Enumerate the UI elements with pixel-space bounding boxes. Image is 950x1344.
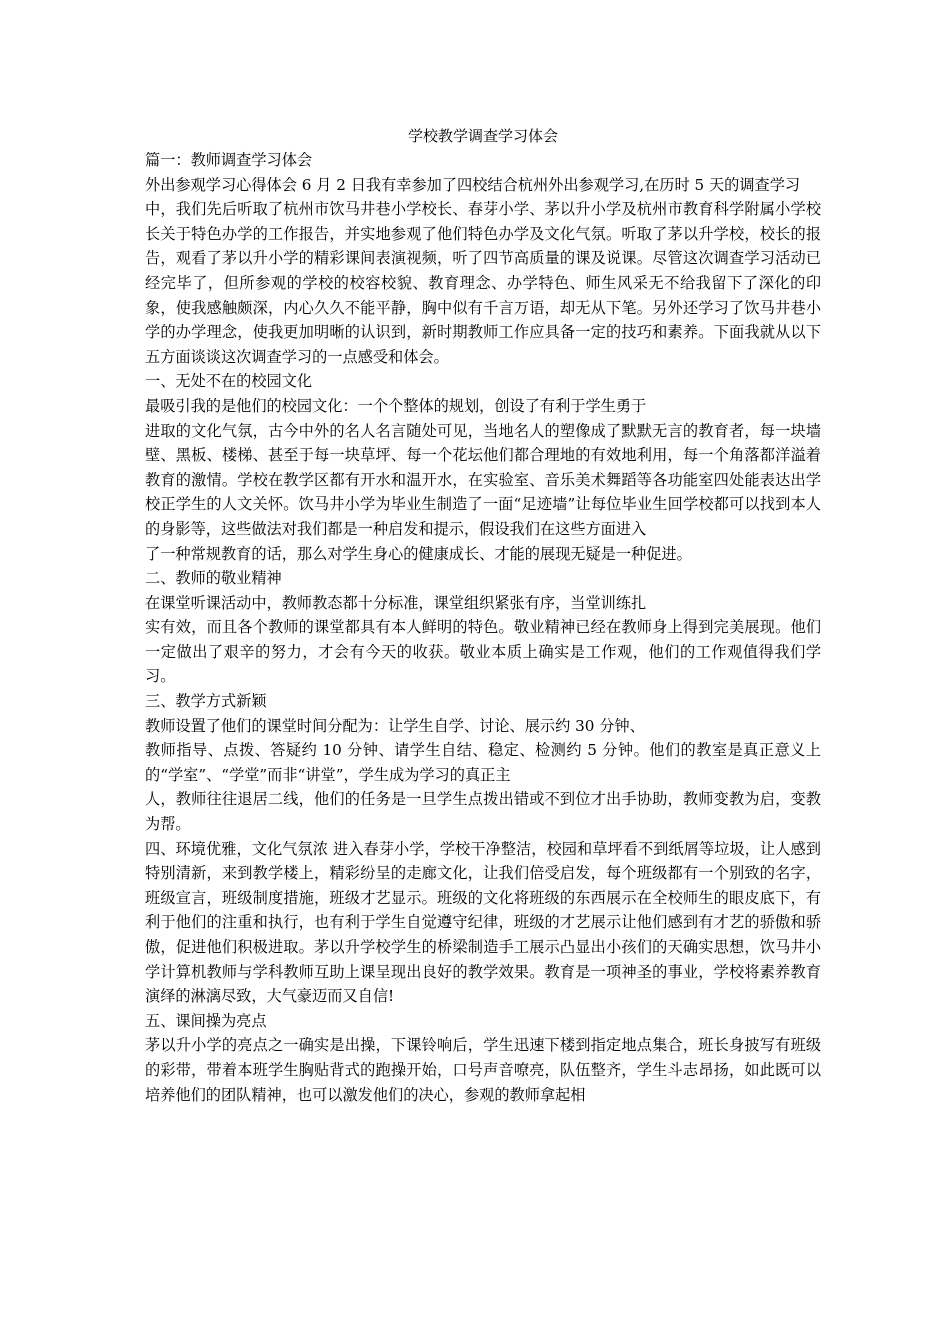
- body-paragraph: 人，教师往往退居二线，他们的任务是一旦学生点拨出错或不到位才出手协助，教师变教为启，变教为帮。: [145, 790, 821, 834]
- document-title: 学校教学调查学习体会: [407, 127, 558, 145]
- body-paragraph: 在课堂听课活动中，教师教态都十分标准，课堂组织紧张有序，当堂训练扎: [145, 593, 647, 612]
- section-heading-4-paragraph: 四、环境优雅，文化气氛浓 进入春芽小学，学校干净整洁，校园和草坪看不到纸屑等垃圾，让人感到特别清新，来到教学楼上，精彩纷呈的走廊文化，让我们倍受启发，每个班级都有一个别致的名字，班级宣言，班级制度措施，班级才艺显示。班级的文化将班级的东西展示在全校师生的眼皮底下，有利于他们的注重和执行，也有利于学生自觉遵守纪律，班级的才艺展示让他们感到有才艺的骄傲和骄傲，促进他们积极进取。茅以升学校学生的桥梁制造手工展示凸显出小孩们的天确实思想，饮马井小学计算机教师与学科教师互助上课呈现出良好的教学效果。教育是一项神圣的事业，学校将素养教育演绎的淋漓尽致，大气豪迈而又自信!: [145, 839, 821, 1006]
- section-heading-1: 一、无处不在的校园文化: [145, 372, 313, 391]
- body-paragraph: 教师设置了他们的课堂时间分配为：让学生自学、讨论、展示约 30 分钟、: [145, 716, 645, 735]
- body-paragraph: 进取的文化气氛，古今中外的名人名言随处可见，当地名人的塑像成了默默无言的教育者，每一块墙壁、黑板、楼梯、甚至于每一块草坪、每一个花坛他们都合理地的有效地利用，每一个角落都洋溢着教育的激情。学校在教学区都有开水和温开水，在实验室、音乐美术舞蹈等各功能室四处能表达出学校正学生的人文关怀。饮马井小学为毕业生制造了一面“足迹墙”让每位毕业生回学校都可以找到本人的身影等，这些做法对我们都是一种启发和提示，假设我们在这些方面进入: [145, 421, 821, 538]
- body-paragraph: 了一种常规教育的话，那么对学生身心的健康成长、才能的展现无疑是一种促进。: [145, 544, 692, 563]
- heading-part-one: 篇一：教师调查学习体会: [145, 151, 313, 169]
- section-heading-2: 二、教师的敬业精神: [145, 569, 282, 588]
- body-paragraph: 教师指导、点拨、答疑约 10 分钟、请学生自结、稳定、检测约 5 分钟。他们的教室是真正意义上的“学室”、“学堂”而非“讲堂”，学生成为学习的真正主: [145, 741, 821, 784]
- body-paragraph: 中，我们先后听取了杭州市饮马井巷小学校长、春芽小学、茅以升小学及杭州市教育科学附属小学校长关于特色办学的工作报告，并实地参观了他们特色办学及文化气氛。听取了茅以升学校，校长的报告，观看了茅以升小学的精彩课间表演视频，听了四节高质量的课及说课。尽管这次调查学习活动已经完毕了，但所参观的学校的校容校貌、教育理念、办学特色、师生风采无不给我留下了深化的印象，使我感触颇深，内心久久不能平静，胸中似有千言万语，却无从下笔。另外还学习了饮马井巷小学的办学理念，使我更加明晰的认识到，新时期教师工作应具备一定的技巧和素养。下面我就从以下五方面谈谈这次调查学习的一点感受和体会。: [145, 200, 821, 366]
- body-paragraph: 最吸引我的是他们的校园文化：一个个整体的规划，创设了有利于学生勇于: [145, 396, 647, 415]
- section-heading-5: 五、课间操为亮点: [145, 1011, 267, 1030]
- document-page: [145, 124, 821, 1107]
- section-heading-3: 三、教学方式新颖: [145, 692, 267, 711]
- body-paragraph: 茅以升小学的亮点之一确实是出操，下课铃响后，学生迅速下楼到指定地点集合，班长身披写有班级的彩带，带着本班学生胸贴背式的跑操开始，口号声音嘹亮，队伍整齐，学生斗志昂扬，如此既可以培养他们的团队精神，也可以激发他们的决心，参观的教师拿起相: [145, 1036, 821, 1104]
- body-paragraph: 实有效，而且各个教师的课堂都具有本人鲜明的特色。敬业精神已经在教师身上得到完美展现。他们一定做出了艰辛的努力，才会有今天的收获。敬业本质上确实是工作观，他们的工作观值得我们学习。: [145, 618, 821, 686]
- body-paragraph: 外出参观学习心得体会 6 月 2 日我有幸参加了四校结合杭州外出参观学习,在历时 5 天的调查学习: [145, 175, 801, 194]
